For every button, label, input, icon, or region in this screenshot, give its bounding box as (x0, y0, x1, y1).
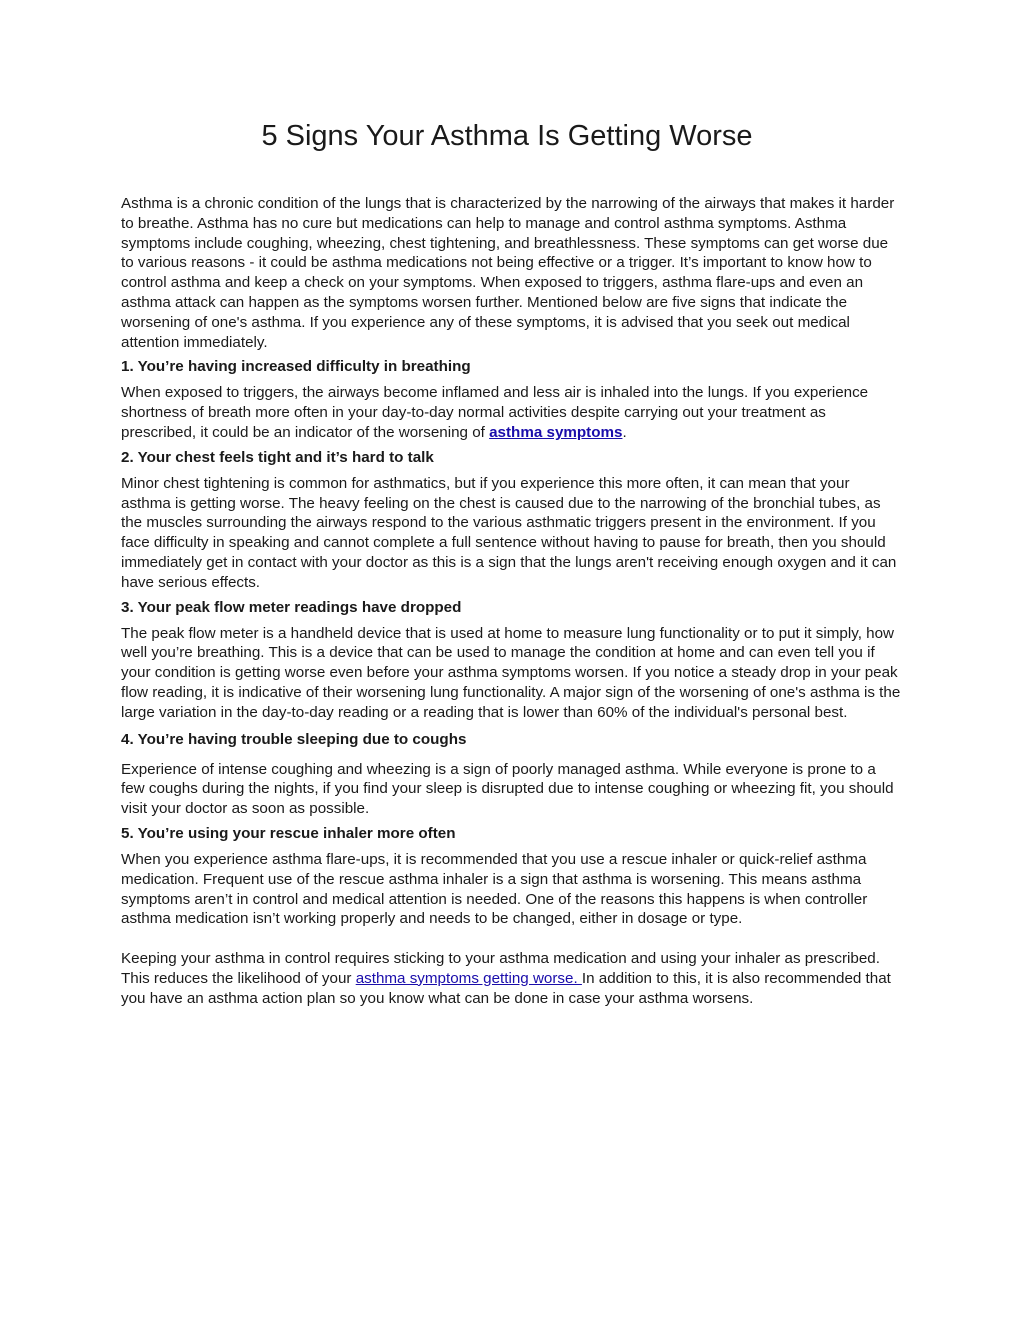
section-heading-5: 5. You’re using your rescue inhaler more often (121, 824, 456, 842)
document-body (121, 194, 901, 1008)
section-paragraph-2: Minor chest tightening is common for asthmatics, but if you experience this more often, it can mean that your asthma is getting worse. The heavy feeling on the chest is caused due to the narrowing of the bronchial tubes, as the muscles surrounding the airways respond to the various asthmatic triggers present in the environment. If you face difficulty in speaking and cannot complete a full sentence without having to pause for breath, then you should immediately get in contact with your doctor as this is a sign that the lungs aren't receiving enough oxygen and it can have serious effects. (121, 474, 897, 591)
section-heading-3: 3. Your peak flow meter readings have dropped (121, 598, 462, 616)
section-paragraph-4: Experience of intense coughing and wheezing is a sign of poorly managed asthma. While everyone is prone to a few coughs during the nights, if you find your sleep is disrupted due to intense coughing or wheezing fit, you should visit your doctor as soon as possible. (121, 760, 894, 818)
section-text-1: When exposed to triggers, the airways become inflamed and less air is inhaled into the lungs. If you experience shortness of breath more often in your day-to-day normal activities despite carrying out your treatment as prescribed, it could be an indicator of the worsening of (121, 384, 869, 441)
conclusion-text-end: In addition to this, it is also recommended that you have an asthma action plan so you know what can be done in case your asthma worsens. (121, 969, 891, 1007)
asthma-symptoms-getting-worse-link[interactable]: asthma symptoms getting worse. (355, 969, 582, 987)
conclusion-text-start: Keeping your asthma in control requires sticking to your asthma medication and using your inhaler as prescribed. This reduces the likelihood of your (121, 949, 880, 987)
intro-paragraph: Asthma is a chronic condition of the lungs that is characterized by the narrowing of the airways that makes it harder to breathe. Asthma has no cure but medications can help to manage and control asthma symptoms. Asthma symptoms include coughing, wheezing, chest tightening, and breathlessness. These symptoms can get worse due to various reasons - it could be asthma medications not being effective or a trigger. It’s important to know how to control asthma and keep a check on your symptoms. When exposed to triggers, asthma flare-ups and even an asthma attack can happen as the symptoms worsen further. Mentioned below are five signs that indicate the worsening of one's asthma. If you experience any of these symptoms, it is advised that you seek out medical attention immediately. (121, 195, 895, 351)
section-paragraph-3: The peak flow meter is a handheld device that is used at home to measure lung functionality or to put it simply, how well you’re breathing. This is a device that can be used to manage the condition at home and can even tell you if your condition is getting worse even before your asthma symptoms worsen. If you notice a steady drop in your peak flow reading, it is indicative of their worsening lung functionality. A major sign of the worsening of one's asthma is the large variation in the day-to-day reading or a reading that is lower than 60% of the individual's personal best. (121, 624, 901, 721)
section-heading-4: 4. You’re having trouble sleeping due to coughs (121, 730, 467, 748)
document-title: 5 Signs Your Asthma Is Getting Worse (261, 120, 753, 152)
asthma-symptoms-link[interactable]: asthma symptoms (489, 423, 623, 441)
section-paragraph-1 (121, 383, 901, 442)
conclusion-paragraph (121, 949, 901, 1008)
section-text-1-end: . (622, 423, 627, 441)
section-heading-1: 1. You’re having increased difficulty in breathing (121, 358, 471, 376)
paragraph-spacer (121, 929, 901, 949)
section-heading-2: 2. Your chest feels tight and it’s hard to talk (121, 448, 434, 466)
section-paragraph-5: When you experience asthma flare-ups, it is recommended that you use a rescue inhaler or quick-relief asthma medication. Frequent use of the rescue asthma inhaler is a sign that asthma is worsening. This means asthma symptoms aren’t in control and medical attention is needed. One of the reasons this happens is when controller asthma medication isn’t working properly and needs to be changed, either in dosage or type. (121, 850, 868, 928)
